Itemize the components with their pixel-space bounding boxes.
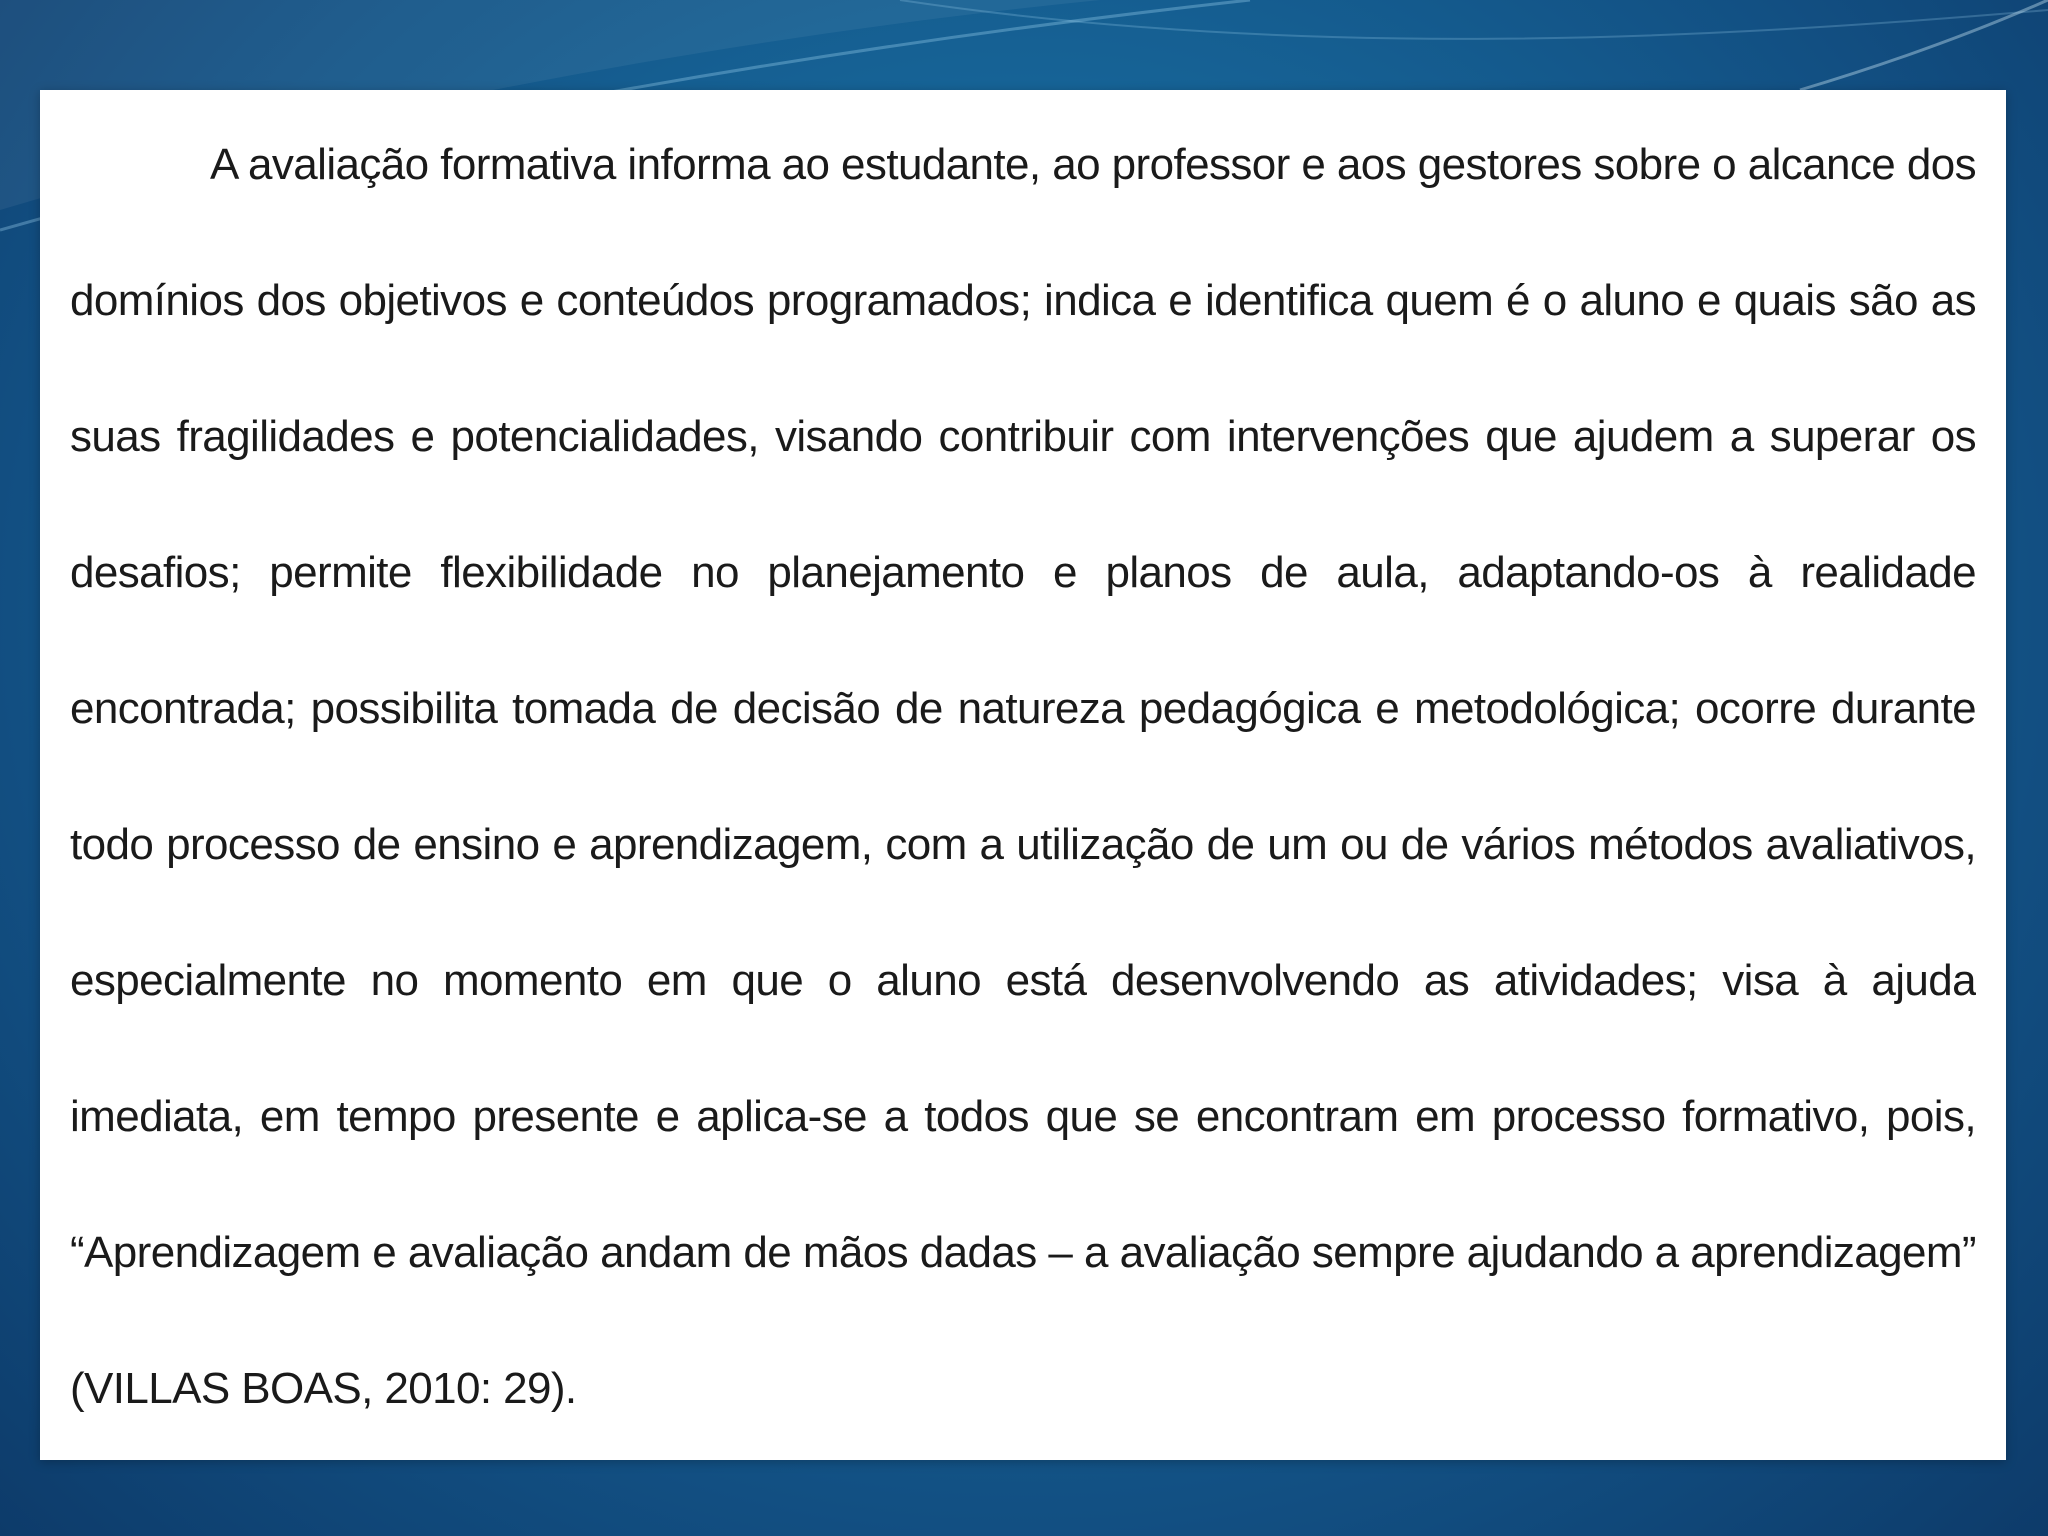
paragraph-line: A avaliação formativa informa ao estudante, ao professor e aos gestores sobre o alcance dos <box>210 140 1976 189</box>
citation-line: (VILLAS BOAS, 2010: 29). <box>70 1364 577 1413</box>
paragraph-line: suas fragilidades e potencialidades, visando contribuir com intervenções que ajudem a superar os <box>70 412 1976 461</box>
paragraph-line: encontrada; possibilita tomada de decisão de natureza pedagógica e metodológica; ocorre durante <box>70 684 1976 733</box>
paragraph-line: imediata, em tempo presente e aplica-se a todos que se encontram em processo formativo, pois, <box>70 1092 1976 1141</box>
paragraph-line: domínios dos objetivos e conteúdos programados; indica e identifica quem é o aluno e quais são as <box>70 276 1976 325</box>
paragraph-line: desafios; permite flexibilidade no planejamento e planos de aula, adaptando-os à realidade <box>70 548 1976 597</box>
paragraph-line: “Aprendizagem e avaliação andam de mãos dadas – a avaliação sempre ajudando a aprendizagem” <box>70 1228 1976 1277</box>
slide-content-card <box>40 90 2006 1460</box>
paragraph-line: especialmente no momento em que o aluno está desenvolvendo as atividades; visa à ajuda <box>70 956 1976 1005</box>
quotation-paragraph <box>70 130 1976 1490</box>
paragraph-line: todo processo de ensino e aprendizagem, com a utilização de um ou de vários métodos avaliativos, <box>70 820 1976 869</box>
